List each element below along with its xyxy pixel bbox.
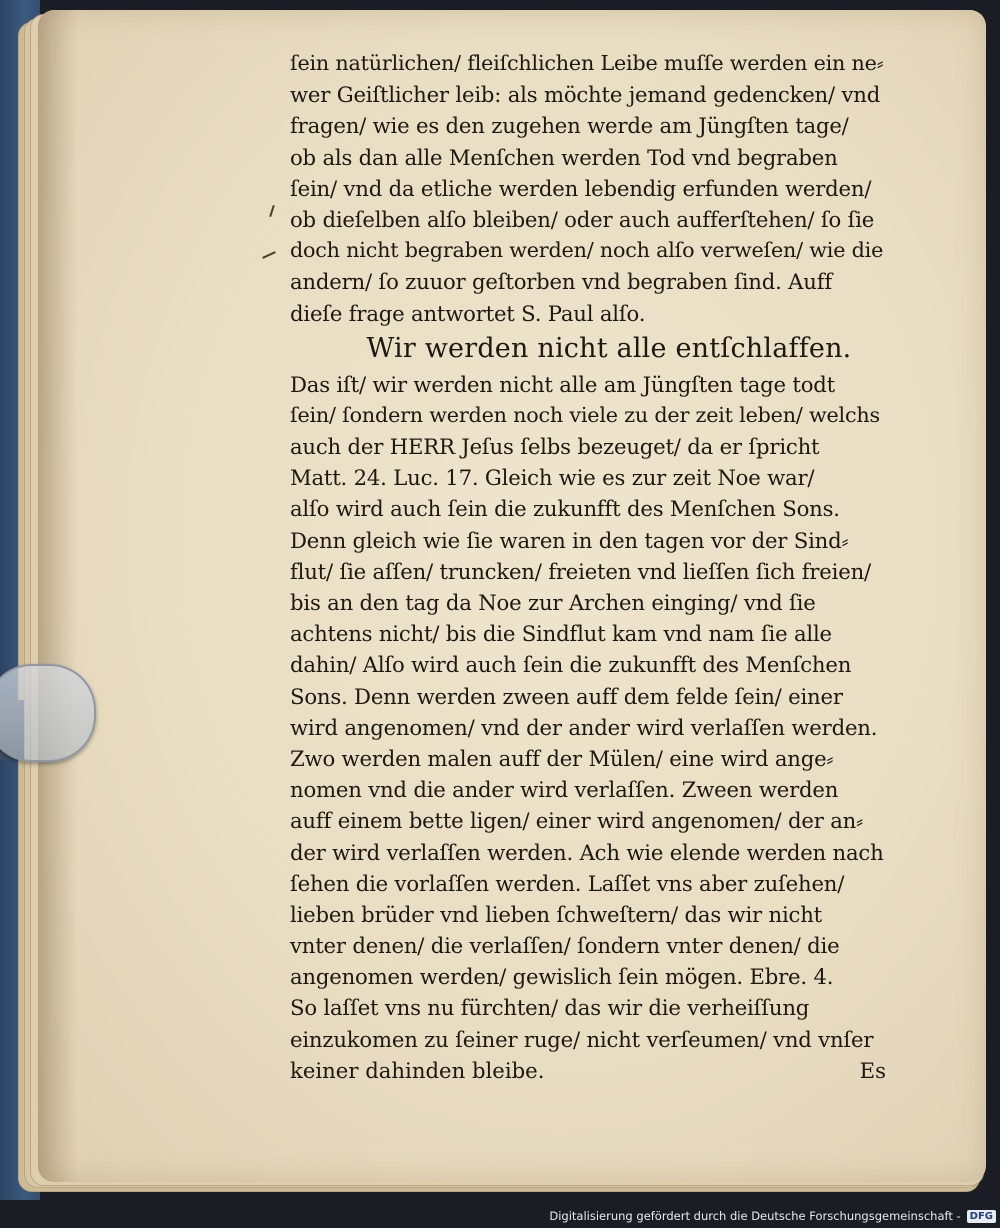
text-line: fragen/ wie es den zugehen werde am Jüngſten tage/ bbox=[290, 113, 849, 139]
page-text-block bbox=[290, 48, 890, 1086]
text-line: So laſſet vns nu fürchten/ das wir die verheiſſung bbox=[290, 995, 810, 1021]
funding-footer bbox=[549, 1206, 1000, 1226]
last-text-line: keiner dahinden bleibe. bbox=[290, 1057, 545, 1083]
paragraph-intro bbox=[290, 48, 890, 329]
text-line: ſehen die vorlaſſen werden. Laſſet vns aber zuſehen/ bbox=[290, 870, 845, 896]
text-line: andern/ ſo zuuor geſtorben vnd begraben ſind. Auff bbox=[290, 269, 833, 295]
text-line: doch nicht begraben werden/ noch alſo verweſen/ wie die bbox=[290, 238, 884, 263]
text-line: ſein/ ſondern werden noch viele zu der zeit leben/ welchs bbox=[290, 402, 880, 427]
text-line: ſein natürlichen/ fleiſchlichen Leibe muſſe werden ein ne⸗ bbox=[290, 51, 884, 75]
text-line: ſein/ vnd da etliche werden lebendig erfunden werden/ bbox=[290, 175, 872, 201]
page-clip bbox=[0, 664, 96, 762]
text-line: dahin/ Alſo wird auch ſein die zukunfft des Menſchen bbox=[290, 652, 852, 678]
dfg-logo-icon: DFG bbox=[967, 1210, 996, 1223]
text-line: dieſe frage antwortet S. Paul alſo. bbox=[290, 300, 646, 326]
text-line: bis an den tag da Noe zur Archen einging/ vnd ſie bbox=[290, 590, 816, 615]
paragraph-body bbox=[290, 369, 890, 1055]
text-line: achtens nicht/ bis die Sindflut kam vnd nam ſie alle bbox=[290, 621, 832, 647]
text-line: ob dieſelben alſo bleiben/ oder auch aufferſtehen/ ſo ſie bbox=[290, 206, 875, 232]
text-line: lieben brüder vnd lieben ſchweſtern/ das wir nicht bbox=[290, 901, 822, 927]
text-line: alſo wird auch ſein die zukunfft des Menſchen Sons. bbox=[290, 496, 840, 522]
text-line: auff einem bette ligen/ einer wird angenomen/ der an⸗ bbox=[290, 808, 863, 834]
text-line: ob als dan alle Menſchen werden Tod vnd begraben bbox=[290, 144, 838, 170]
text-line: einzukomen zu ſeiner ruge/ nicht verſeumen/ vnd vnſer bbox=[290, 1026, 874, 1052]
text-line: angenomen werden/ gewislich ſein mögen. Ebre. 4. bbox=[290, 964, 834, 990]
text-line: wer Geiſtlicher leib: als möchte jemand gedencken/ vnd bbox=[290, 82, 881, 108]
text-line: Denn gleich wie ſie waren in den tagen vor der Sind⸗ bbox=[290, 527, 849, 553]
text-line: wird angenomen/ vnd der ander wird verlaſſen werden. bbox=[290, 714, 878, 740]
text-line: vnter denen/ die verlaſſen/ ſondern vnter denen/ die bbox=[290, 933, 840, 959]
text-line: flut/ ſie aſſen/ truncken/ freieten vnd lieſſen ſich freien/ bbox=[290, 558, 871, 584]
scripture-heading: Wir werden nicht alle entſchlaffen. bbox=[366, 332, 852, 364]
text-line: der wird verlaſſen werden. Ach wie elende werden nach bbox=[290, 839, 884, 865]
funding-note: Digitalisierung gefördert durch die Deutsche Forschungsgemeinschaft - bbox=[549, 1209, 961, 1223]
final-line bbox=[290, 1055, 890, 1086]
text-line: Sons. Denn werden zween auff dem felde ſein/ einer bbox=[290, 683, 843, 709]
text-line: Das iſt/ wir werden nicht alle am Jüngſten tage todt bbox=[290, 371, 835, 397]
text-line: Zwo werden malen auff der Mülen/ eine wird ange⸗ bbox=[290, 745, 834, 771]
binding-shadow bbox=[38, 10, 78, 1182]
text-line: auch der HERR Jeſus ſelbs bezeuget/ da er ſpricht bbox=[290, 434, 820, 460]
text-line: Matt. 24. Luc. 17. Gleich wie es zur zeit Noe war/ bbox=[290, 465, 815, 491]
text-line: nomen vnd die ander wird verlaſſen. Zween werden bbox=[290, 777, 839, 803]
catchword: Es bbox=[859, 1057, 886, 1083]
